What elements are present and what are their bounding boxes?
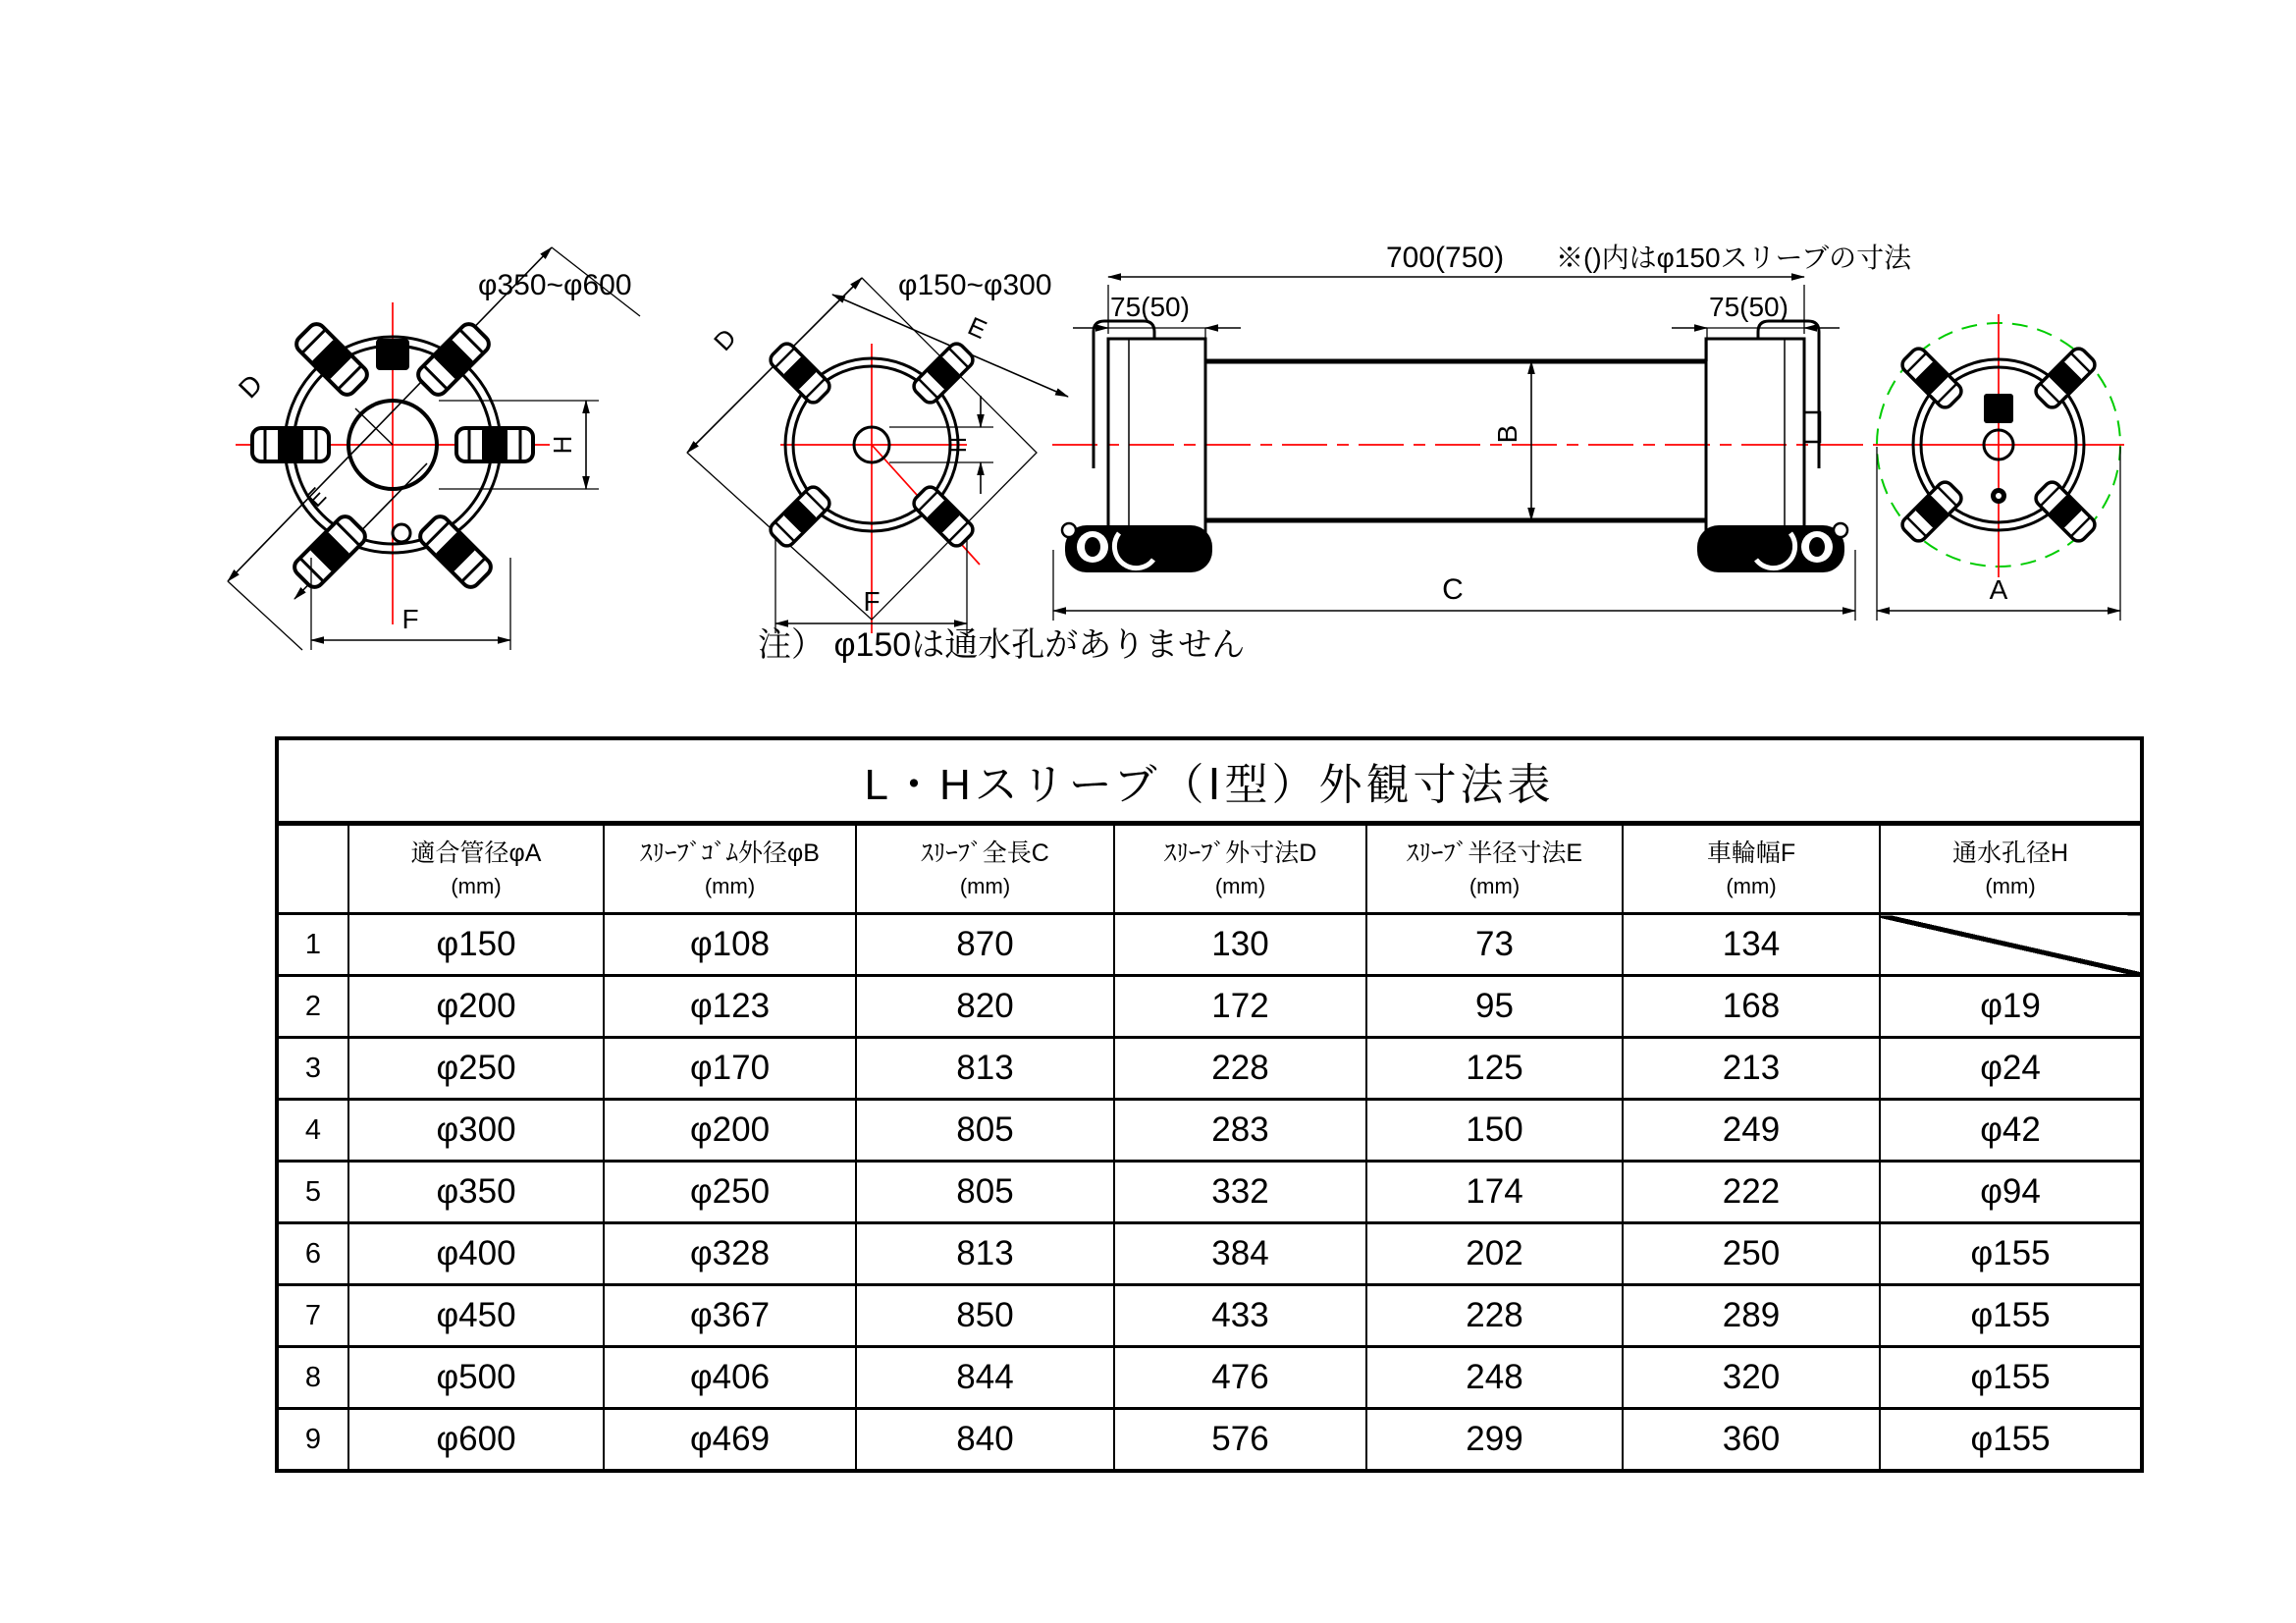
table-header-row [277, 824, 2142, 914]
row-number: 9 [277, 1409, 348, 1472]
drawing-note: 注） φ150は通水孔がありません [758, 626, 1246, 664]
col-header-C: ｽﾘｰﾌﾞ全長C (mm) [856, 824, 1114, 914]
row-number: 7 [277, 1285, 348, 1347]
top-block [1984, 394, 2013, 423]
front-view-small [687, 269, 1068, 633]
table-row: 8 φ500 φ406 844 476 248 320 φ155 [277, 1347, 2142, 1409]
row-number: 3 [277, 1038, 348, 1100]
dim-label-D: D [232, 368, 269, 405]
technical-drawing [0, 0, 2296, 731]
wheel [252, 428, 329, 461]
wheel [414, 320, 492, 398]
row-number: 1 [277, 914, 348, 976]
dim-label-A: A [1989, 574, 2008, 605]
end-offset-dim-left: 75(50) [1110, 292, 1190, 322]
left-hook-bracket [1094, 321, 1154, 468]
bolt-hole [393, 524, 410, 542]
left-end-cap [1108, 339, 1205, 535]
col-header-F: 車輪幅F (mm) [1623, 824, 1880, 914]
dim-label-E: E [301, 482, 332, 513]
dim-label-D: D [708, 322, 742, 356]
total-length-note: ※()内はφ150スリーブの寸法 [1556, 243, 1912, 273]
table-title-row [277, 738, 2142, 824]
wheel [2033, 346, 2098, 410]
table-row: 5 φ350 φ250 805 332 174 222 φ94 [277, 1162, 2142, 1223]
wheel [456, 428, 533, 461]
row-number: 4 [277, 1100, 348, 1162]
table-row: 6 φ400 φ328 813 384 202 250 φ155 [277, 1223, 2142, 1285]
col-header-D: ｽﾘｰﾌﾞ外寸法D (mm) [1114, 824, 1366, 914]
right-end-cap [1706, 339, 1804, 535]
dim-label-E: E [963, 310, 991, 346]
dim-label-H: H [548, 435, 577, 455]
side-view [1052, 242, 1912, 621]
sleeve-body [1205, 361, 1706, 520]
right-hook-bracket [1758, 321, 1819, 468]
col-header-A: 適合管径φA (mm) [348, 824, 604, 914]
col-header-B: ｽﾘｰﾌﾞｺﾞﾑ外径φB (mm) [604, 824, 856, 914]
col-header-H: 通水孔径H (mm) [1880, 824, 2142, 914]
table-row: 4 φ300 φ200 805 283 150 249 φ42 [277, 1100, 2142, 1162]
dimension-table [275, 736, 2144, 1473]
wheel [1899, 479, 1964, 544]
table-row: 3 φ250 φ170 813 228 125 213 φ24 [277, 1038, 2142, 1100]
dim-label-B: B [1492, 424, 1522, 444]
total-length-dim: 700(750) [1386, 242, 1505, 274]
front-view-large [228, 247, 640, 650]
table-row: 7 φ450 φ367 850 433 228 289 φ155 [277, 1285, 2142, 1347]
dim-label-F: F [863, 586, 881, 617]
range-label-small: φ150~φ300 [898, 269, 1052, 301]
rear-view [1873, 314, 2124, 621]
row-number: 2 [277, 976, 348, 1038]
wheel [1899, 346, 1964, 410]
dim-label-C: C [1442, 573, 1464, 606]
col-header-empty [277, 824, 348, 914]
table-row: 2 φ200 φ123 820 172 95 168 φ19 [277, 976, 2142, 1038]
row-number: 6 [277, 1223, 348, 1285]
end-offset-dim-right: 75(50) [1709, 292, 1789, 322]
wheel [291, 513, 368, 590]
wheel [293, 320, 370, 398]
table-row: 1 φ150 φ108 870 130 73 134 [277, 914, 2142, 976]
range-label-large: φ350~φ600 [478, 269, 632, 301]
top-block [376, 339, 409, 370]
col-header-E: ｽﾘｰﾌﾞ半径寸法E (mm) [1366, 824, 1623, 914]
wheel [2033, 479, 2098, 544]
cell-slash [1880, 914, 2142, 976]
row-number: 5 [277, 1162, 348, 1223]
dim-label-H: H [946, 437, 971, 453]
table-title: L・Hスリーブ（Ⅰ型）外観寸法表 [277, 738, 2142, 824]
dim-label-F: F [401, 604, 419, 634]
wheel [416, 513, 494, 590]
row-number: 8 [277, 1347, 348, 1409]
table-row: 9 φ600 φ469 840 576 299 360 φ155 [277, 1409, 2142, 1472]
